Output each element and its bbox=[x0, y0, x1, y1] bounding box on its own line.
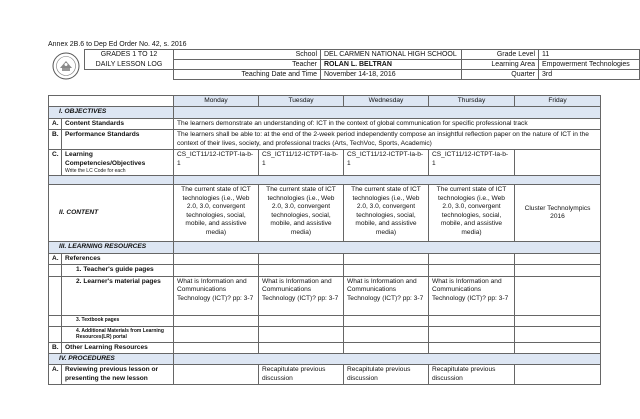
ref-tue bbox=[259, 253, 344, 264]
lm-thursday: What is Information and Communications Technology (ICT)? pp: 3-7 bbox=[429, 276, 515, 315]
content-std-value: The learners demonstrate an understanding of: ICT in the context of global communication for specific professional track bbox=[174, 118, 601, 129]
tg-thu bbox=[429, 265, 515, 276]
day-monday: Monday bbox=[174, 96, 259, 107]
grade-level-label: Grade Level bbox=[462, 50, 539, 60]
content-tuesday: The current state of ICT technologies (i.e., Web 2.0, 3.0, convergent technologies, social, mobile, and assistive media) bbox=[259, 185, 344, 242]
grades-label: GRADES 1 TO 12 bbox=[85, 50, 174, 60]
review-label: Reviewing previous lesson or presenting the new lesson bbox=[62, 365, 174, 385]
content-thursday: The current state of ICT technologies (i.e., Web 2.0, 3.0, convergent technologies, social, mobile, and assistive media) bbox=[429, 185, 515, 242]
perf-std-letter: B. bbox=[49, 130, 62, 150]
other-mon bbox=[174, 342, 259, 353]
teacher-label: Teacher bbox=[174, 60, 321, 70]
tb-label: 3. Textbook pages bbox=[62, 315, 174, 326]
perf-std-label: Performance Standards bbox=[62, 130, 174, 150]
review-letter: A. bbox=[49, 365, 62, 385]
learning-area-label: Learning Area bbox=[462, 60, 539, 70]
quarter-label: Quarter bbox=[462, 70, 539, 80]
tg-wed bbox=[344, 265, 429, 276]
lc-code-friday bbox=[515, 150, 601, 176]
content-friday: Cluster Technolympics 2016 bbox=[515, 185, 601, 242]
other-letter: B. bbox=[49, 342, 62, 353]
add-fri bbox=[515, 326, 601, 342]
add-wed bbox=[344, 326, 429, 342]
references-label: References bbox=[62, 253, 174, 264]
content-std-letter: A. bbox=[49, 118, 62, 129]
review-friday bbox=[515, 365, 601, 385]
tb-fri bbox=[515, 315, 601, 326]
objectives-band bbox=[174, 107, 601, 118]
school-label: School bbox=[174, 50, 321, 60]
deped-seal-logo bbox=[52, 52, 80, 80]
lm-monday: What is Information and Communications Technology (ICT)? pp: 3-7 bbox=[174, 276, 259, 315]
tg-fri bbox=[515, 265, 601, 276]
add-mon bbox=[174, 326, 259, 342]
procedures-heading: IV. PROCEDURES bbox=[49, 353, 174, 364]
header-table bbox=[84, 49, 640, 80]
day-friday: Friday bbox=[515, 96, 601, 107]
day-tuesday: Tuesday bbox=[259, 96, 344, 107]
content-wednesday: The current state of ICT technologies (i.e., Web 2.0, 3.0, convergent technologies, social, mobile, and assistive media) bbox=[344, 185, 429, 242]
tg-label: 1. Teacher's guide pages bbox=[62, 265, 174, 276]
ref-wed bbox=[344, 253, 429, 264]
resources-band bbox=[174, 242, 601, 253]
annex-reference: Annex 2B.6 to Dep Ed Order No. 42, s. 2016 bbox=[48, 41, 187, 48]
content-monday: The current state of ICT technologies (i.e., Web 2.0, 3.0, convergent technologies, social, mobile, and assistive media) bbox=[174, 185, 259, 242]
perf-std-value: The learners shall be able to: at the end of the 2-week period independently compose an insightful reflection paper on the nature of ICT in the context of their lives, society, and professional tracks (Arts, TechVoc, Sports, Academic) bbox=[174, 130, 601, 150]
quarter-value: 3rd bbox=[539, 70, 640, 80]
lc-code-monday: CS_ICT11/12-ICTPT-Ia-b-1 bbox=[174, 150, 259, 176]
date-label: Teaching Date and Time bbox=[174, 70, 321, 80]
lesson-log-table bbox=[48, 95, 601, 385]
lm-wednesday: What is Information and Communications Technology (ICT)? pp: 3-7 bbox=[344, 276, 429, 315]
dll-label: DAILY LESSON LOG bbox=[85, 60, 174, 70]
add-label: 4. Additional Materials from Learning Resources(LR) portal bbox=[62, 326, 174, 342]
ref-thu bbox=[429, 253, 515, 264]
review-thursday: Recapitulate previous discussion bbox=[429, 365, 515, 385]
lm-label: 2. Learner's material pages bbox=[62, 276, 174, 315]
procedures-band bbox=[174, 353, 601, 364]
lc-code-thursday: CS_ICT11/12-ICTPT-Ia-b-1 bbox=[429, 150, 515, 176]
school-value: DEL CARMEN NATIONAL HIGH SCHOOL bbox=[321, 50, 462, 60]
content-heading: II. CONTENT bbox=[49, 185, 174, 242]
tb-tue bbox=[259, 315, 344, 326]
review-wednesday: Recapitulate previous discussion bbox=[344, 365, 429, 385]
lm-blank bbox=[49, 276, 62, 315]
tg-blank bbox=[49, 265, 62, 276]
tg-tue bbox=[259, 265, 344, 276]
add-blank bbox=[49, 326, 62, 342]
add-tue bbox=[259, 326, 344, 342]
grade-level-value: 11 bbox=[539, 50, 640, 60]
references-letter: A. bbox=[49, 253, 62, 264]
date-value: November 14-18, 2016 bbox=[321, 70, 462, 80]
review-tuesday: Recapitulate previous discussion bbox=[259, 365, 344, 385]
day-wednesday: Wednesday bbox=[344, 96, 429, 107]
competency-label: Learning Competencies/Objectives bbox=[65, 151, 146, 167]
other-label: Other Learning Resources bbox=[62, 342, 174, 353]
tb-wed bbox=[344, 315, 429, 326]
other-fri bbox=[515, 342, 601, 353]
other-wed bbox=[344, 342, 429, 353]
other-tue bbox=[259, 342, 344, 353]
spacer-band bbox=[174, 176, 601, 185]
review-monday bbox=[174, 365, 259, 385]
other-thu bbox=[429, 342, 515, 353]
add-thu bbox=[429, 326, 515, 342]
resources-heading: III. LEARNING RESOURCES bbox=[49, 242, 174, 253]
tb-thu bbox=[429, 315, 515, 326]
tg-mon bbox=[174, 265, 259, 276]
day-thursday: Thursday bbox=[429, 96, 515, 107]
competency-label-cell bbox=[62, 150, 174, 176]
competency-sub: Write the LC Code for each bbox=[65, 168, 126, 175]
ref-fri bbox=[515, 253, 601, 264]
lc-code-wednesday: CS_ICT11/12-ICTPT-Ia-b-1 bbox=[344, 150, 429, 176]
learning-area-value: Empowerment Technologies bbox=[539, 60, 640, 70]
teacher-value: ROLAN L. BELTRAN bbox=[321, 60, 462, 70]
corner-cell bbox=[49, 96, 174, 107]
spacer-band-label bbox=[49, 176, 174, 185]
content-std-label: Content Standards bbox=[62, 118, 174, 129]
tb-mon bbox=[174, 315, 259, 326]
lm-friday bbox=[515, 276, 601, 315]
ref-mon bbox=[174, 253, 259, 264]
objectives-heading: I. OBJECTIVES bbox=[49, 107, 174, 118]
lm-tuesday: What is Information and Communications Technology (ICT)? pp: 3-7 bbox=[259, 276, 344, 315]
tb-blank bbox=[49, 315, 62, 326]
lc-code-tuesday: CS_ICT11/12-ICTPT-Ia-b-1 bbox=[259, 150, 344, 176]
competency-letter: C. bbox=[49, 150, 62, 176]
